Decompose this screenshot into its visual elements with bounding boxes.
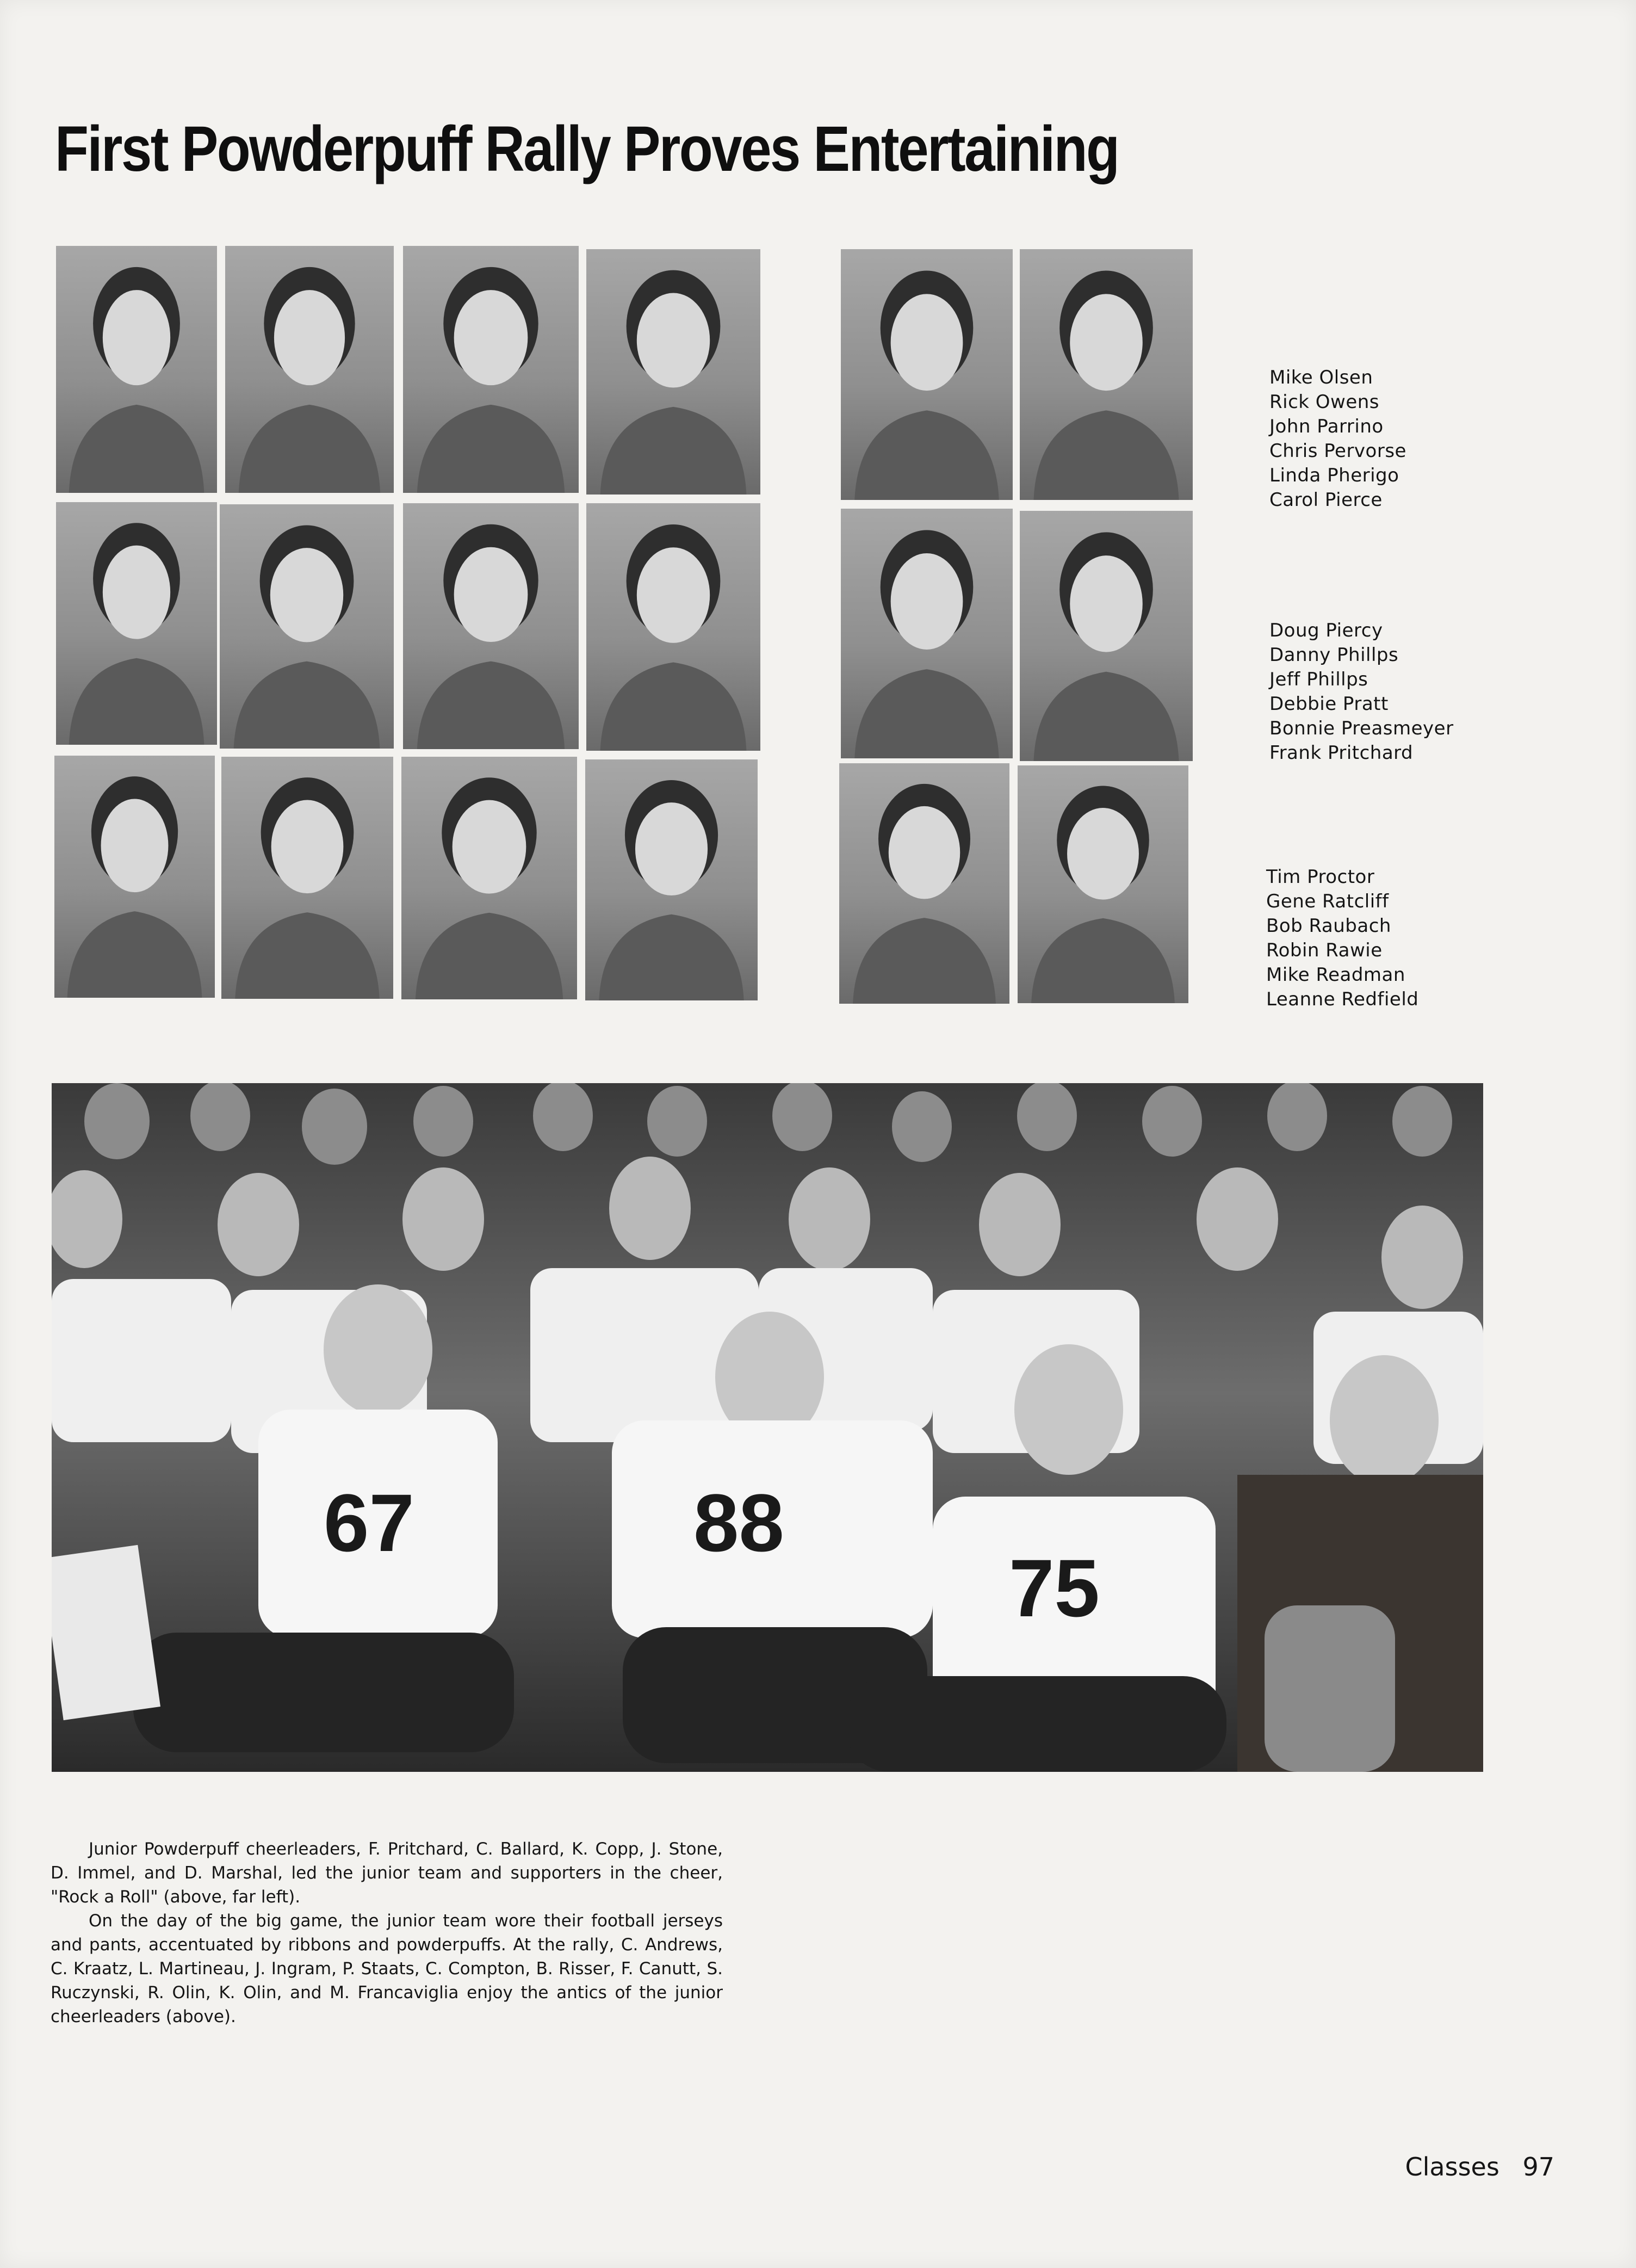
portrait-silhouette bbox=[586, 249, 760, 495]
portrait-photo bbox=[1020, 249, 1193, 500]
shoulders-shape bbox=[417, 405, 565, 493]
portrait-silhouette bbox=[1020, 511, 1193, 761]
portrait-photo bbox=[586, 249, 760, 495]
portrait-silhouette bbox=[1020, 249, 1193, 500]
portrait-silhouette bbox=[225, 246, 394, 493]
shoulders-shape bbox=[600, 663, 747, 751]
portrait-silhouette bbox=[56, 246, 217, 493]
portrait-photo bbox=[839, 763, 1009, 1004]
shoulders-shape bbox=[416, 913, 563, 999]
shoulders-shape bbox=[417, 662, 565, 749]
portrait-silhouette bbox=[220, 504, 394, 749]
portrait-silhouette bbox=[54, 756, 215, 998]
student-name: Doug Piercy bbox=[1269, 620, 1383, 641]
portrait-photo bbox=[220, 504, 394, 749]
portrait-photo bbox=[585, 759, 758, 1000]
face-shape bbox=[103, 290, 170, 385]
shoulders-shape bbox=[1031, 918, 1175, 1003]
student-name: Debbie Pratt bbox=[1269, 693, 1389, 715]
shoulders-shape bbox=[239, 405, 380, 493]
student-name: Carol Pierce bbox=[1269, 489, 1383, 511]
student-name: Bonnie Preasmeyer bbox=[1269, 718, 1454, 739]
face-shape bbox=[637, 547, 710, 643]
portrait-photo bbox=[225, 246, 394, 493]
student-name: John Parrino bbox=[1269, 416, 1384, 437]
portrait-photo bbox=[221, 757, 393, 999]
portrait-silhouette bbox=[401, 757, 577, 999]
face-shape bbox=[454, 547, 528, 642]
caption-paragraph: On the day of the big game, the junior team wore their football jerseys and pants, accentuated by ribbons and powderpuffs. At the rally, C. Andrews, C. Kraatz, L. Martineau, J. Ingram, P. Staats, C. Compton, B. Risser, F. Canutt, S. Ruczynski, R. Olin, K. Olin, and M. Francaviglia enjoy the antics of the junior cheerleaders (above). bbox=[51, 1911, 723, 2026]
shoulders-shape bbox=[853, 918, 996, 1004]
portrait-photo bbox=[1018, 765, 1188, 1003]
rally-group-photo bbox=[52, 1083, 1483, 1772]
page-folio bbox=[1405, 2152, 1554, 2182]
face-shape bbox=[1070, 294, 1143, 391]
student-name: Frank Pritchard bbox=[1269, 742, 1414, 764]
face-shape bbox=[270, 548, 343, 642]
shoulders-shape bbox=[69, 658, 205, 745]
shoulders-shape bbox=[235, 912, 379, 999]
jersey-number: 67 bbox=[324, 1477, 414, 1568]
portrait-photo bbox=[1020, 511, 1193, 761]
face-shape bbox=[274, 290, 345, 385]
face-shape bbox=[891, 553, 963, 650]
portrait-silhouette bbox=[403, 503, 579, 749]
face-shape bbox=[101, 799, 169, 892]
student-name: Jeff Phillps bbox=[1269, 669, 1368, 690]
student-name: Bob Raubach bbox=[1266, 915, 1391, 937]
portrait-photo bbox=[56, 502, 217, 745]
portrait-silhouette bbox=[841, 249, 1013, 500]
face-shape bbox=[271, 800, 344, 893]
jersey-number: 88 bbox=[693, 1477, 784, 1568]
portrait-photo bbox=[56, 246, 217, 493]
face-shape bbox=[453, 800, 526, 894]
shoulders-shape bbox=[599, 914, 743, 1000]
portrait-silhouette bbox=[221, 757, 393, 999]
face-shape bbox=[1067, 808, 1139, 900]
portrait-photo bbox=[586, 503, 760, 751]
portrait-names-row-1 bbox=[1269, 366, 1406, 512]
face-shape bbox=[891, 294, 963, 391]
shoulders-shape bbox=[1033, 410, 1179, 500]
student-name: Robin Rawie bbox=[1266, 940, 1383, 961]
shoulders-shape bbox=[234, 662, 380, 749]
face-shape bbox=[635, 802, 708, 895]
student-name: Leanne Redfield bbox=[1266, 988, 1419, 1010]
caption-paragraph: Junior Powderpuff cheerleaders, F. Pritchard, C. Ballard, K. Copp, J. Stone, D. Immel, and D. Marshal, led the junior team and supporters in the cheer, "Rock a Roll" (above, far left). bbox=[51, 1839, 723, 1907]
portrait-silhouette bbox=[841, 509, 1013, 758]
portrait-silhouette bbox=[56, 502, 217, 745]
jersey-number: 75 bbox=[1009, 1542, 1100, 1634]
portrait-silhouette bbox=[839, 763, 1009, 1004]
portrait-photo bbox=[403, 246, 579, 493]
face-shape bbox=[889, 806, 960, 899]
shoulders-shape bbox=[854, 410, 999, 500]
portrait-names-row-3 bbox=[1266, 865, 1418, 1012]
section-label: Classes bbox=[1405, 2152, 1499, 2182]
portrait-silhouette bbox=[585, 759, 758, 1000]
portrait-silhouette bbox=[1018, 765, 1188, 1003]
portrait-photo bbox=[401, 757, 577, 999]
student-name: Linda Pherigo bbox=[1269, 465, 1399, 486]
portrait-photo bbox=[54, 756, 215, 998]
portrait-silhouette bbox=[403, 246, 579, 493]
face-shape bbox=[103, 546, 170, 639]
portrait-photo bbox=[841, 509, 1013, 758]
face-shape bbox=[454, 290, 528, 385]
photo-caption bbox=[51, 1837, 723, 2029]
student-name: Rick Owens bbox=[1269, 391, 1380, 413]
face-shape bbox=[637, 293, 710, 388]
shoulders-shape bbox=[600, 407, 747, 495]
shoulders-shape bbox=[1033, 672, 1179, 761]
portrait-photo bbox=[841, 249, 1013, 500]
page-number: 97 bbox=[1522, 2152, 1554, 2182]
shoulders-shape bbox=[69, 405, 205, 493]
student-name: Gene Ratcliff bbox=[1266, 891, 1389, 912]
shoulders-shape bbox=[67, 911, 202, 998]
portrait-silhouette bbox=[586, 503, 760, 751]
student-name: Mike Readman bbox=[1266, 964, 1405, 986]
student-name: Danny Phillps bbox=[1269, 644, 1399, 666]
page-headline: First Powderpuff Rally Proves Entertaining bbox=[55, 113, 1119, 185]
student-name: Chris Pervorse bbox=[1269, 440, 1406, 462]
shoulders-shape bbox=[854, 669, 999, 758]
student-name: Mike Olsen bbox=[1269, 367, 1373, 388]
student-name: Tim Proctor bbox=[1266, 866, 1375, 888]
portrait-names-row-2 bbox=[1269, 619, 1454, 765]
face-shape bbox=[1070, 555, 1143, 652]
portrait-photo bbox=[403, 503, 579, 749]
